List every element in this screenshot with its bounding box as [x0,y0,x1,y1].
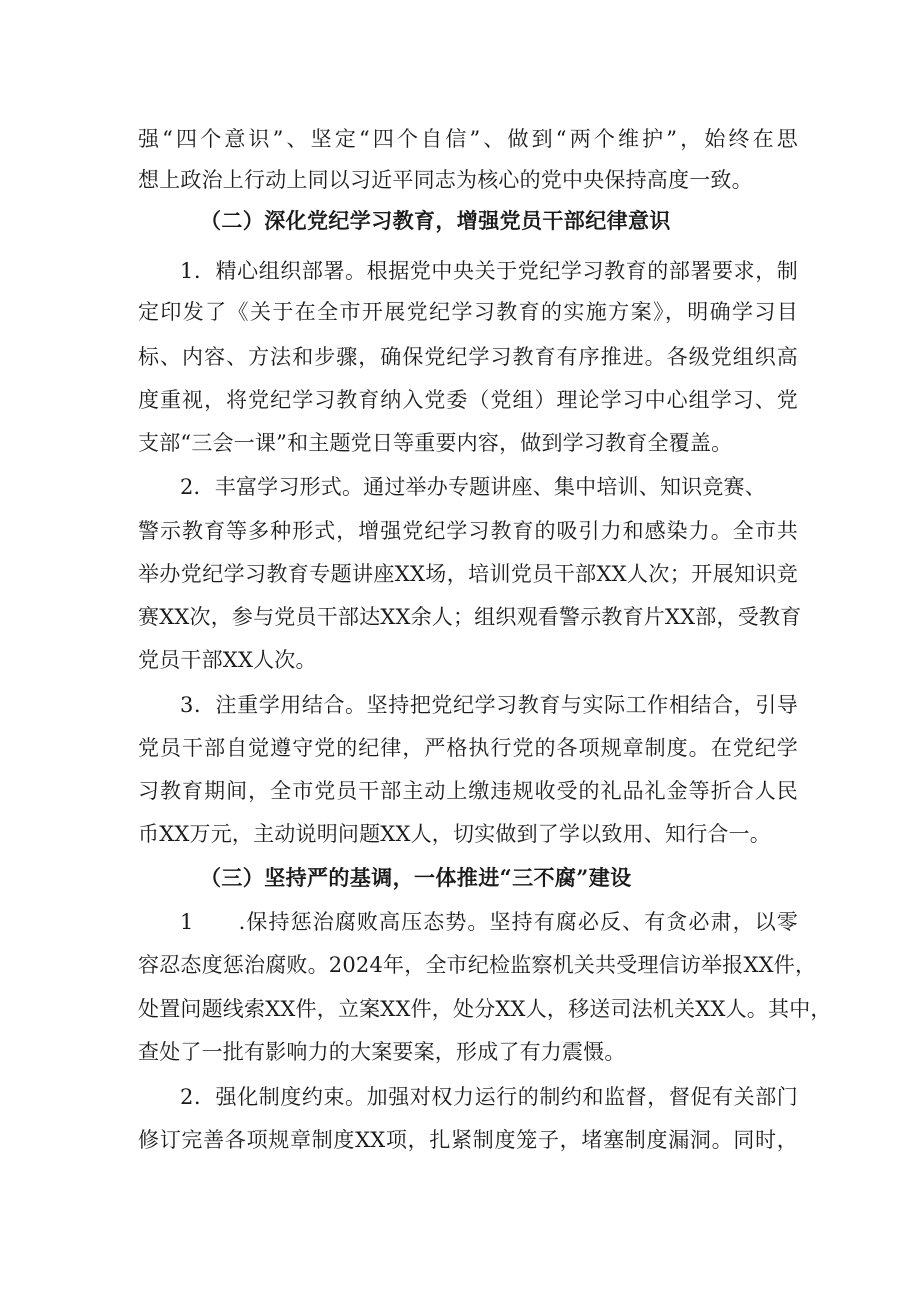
paragraph-line: 1．精心组织部署。根据党中央关于党纪学习教育的部署要求，制 [180,259,798,283]
paragraph-line: 标、内容、方法和步骤，确保党纪学习教育有序推进。各级党组织高 [138,345,798,369]
paragraph-line: 3．注重学用结合。坚持把党纪学习教育与实际工作相结合，引导 [180,693,798,717]
paragraph-line: 定印发了《关于在全市开展党纪学习教育的实施方案》，明确学习目 [138,300,798,324]
paragraph-line: 容忍态度惩治腐败。2024年，全市纪检监察机关共受理信访举报XX件， [138,953,817,977]
paragraph-line: 处置问题线索XX件，立案XX件，处分XX人，移送司法机关XX人。其中， [138,997,832,1021]
paragraph-line: 修订完善各项规章制度XX项，扎紧制度笼子，堵塞制度漏洞。同时， [138,1128,798,1152]
paragraph-line: 度重视，将党纪学习教育纳入党委（党组）理论学习中心组学习、党 [138,388,798,412]
paragraph-line: 1 .保持惩治腐败高压态势。坚持有腐必反、有贪必肃，以零 [180,910,798,934]
paragraph-line: 警示教育等多种形式，增强党纪学习教育的吸引力和感染力。全市共 [138,519,798,543]
paragraph-line: 赛XX次，参与党员干部达XX余人；组织观看警示教育片XX部，受教育 [138,605,802,629]
paragraph-line: 举办党纪学习教育专题讲座XX场，培训党员干部XX人次；开展知识竞 [138,562,798,586]
section-heading-3: （三）坚持严的基调，一体推进“三不腐”建设 [200,865,632,890]
paragraph-line: 想上政治上行动上同以习近平同志为核心的党中央保持高度一致。 [138,168,753,192]
paragraph-line: 2．强化制度约束。加强对权力运行的制约和监督，督促有关部门 [180,1085,798,1109]
paragraph-line: 党员干部自觉遵守党的纪律，严格执行党的各项规章制度。在党纪学 [138,736,798,760]
section-heading-2: （二）深化党纪学习教育，增强党员干部纪律意识 [200,208,671,233]
paragraph-line: 强“四个意识”、坚定“四个自信”、做到“两个维护”，始终在思 [138,127,798,151]
paragraph-line: 习教育期间，全市党员干部主动上缴违规收受的礼品礼金等折合人民 [138,779,798,803]
paragraph-line: 币XX万元，主动说明问题XX人，切实做到了学以致用、知行合一。 [138,822,771,846]
paragraph-line: 支部“三会一课”和主题党日等重要内容，做到学习教育全覆盖。 [138,431,733,455]
paragraph-line: 党员干部XX人次。 [138,648,317,672]
paragraph-line: 2．丰富学习形式。通过举办专题讲座、集中培训、知识竞赛、 [180,475,766,499]
paragraph-line: 查处了一批有影响力的大案要案，形成了有力震慑。 [138,1040,626,1064]
